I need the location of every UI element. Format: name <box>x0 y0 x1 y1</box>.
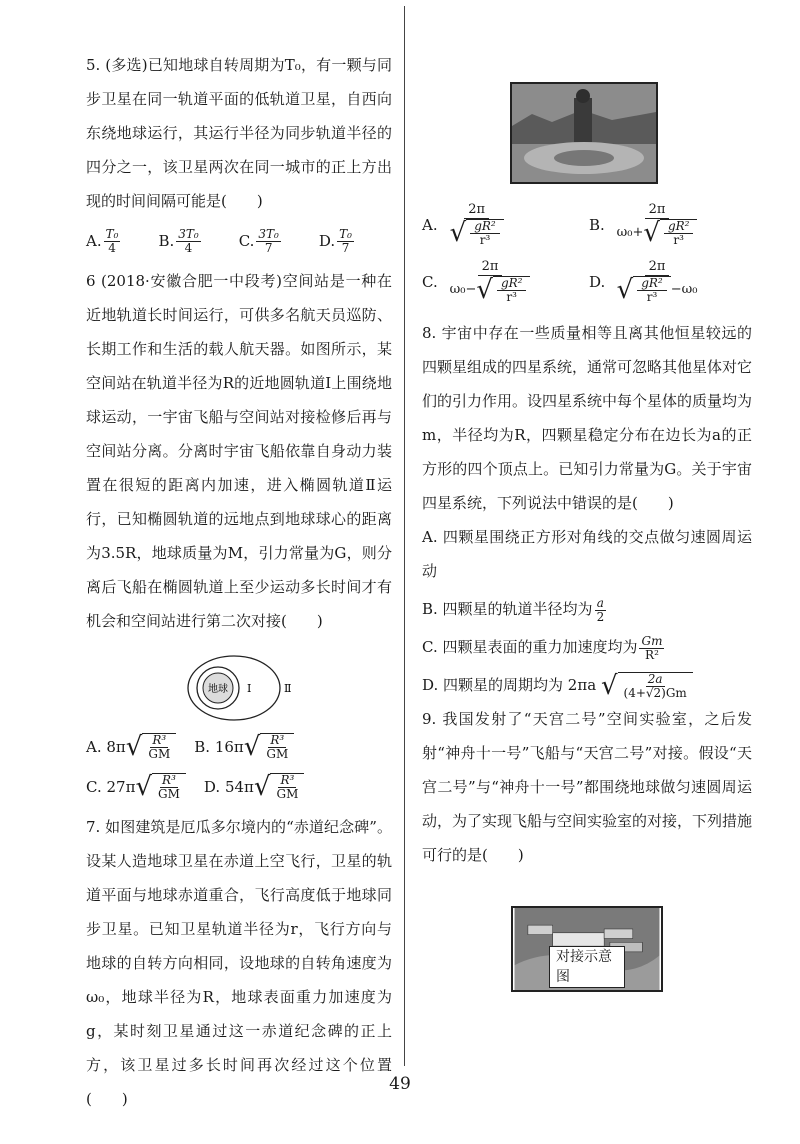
orbit-figure-svg <box>184 652 294 724</box>
docking-figure <box>511 906 663 992</box>
radical-sign: √ <box>125 732 143 762</box>
q7-options-row2 <box>422 259 752 304</box>
denominator: GM <box>158 787 180 801</box>
question-7-text: 7. 如图建筑是厄瓜多尔境内的“赤道纪念碑”。设某人造地球卫星在赤道上空飞行，卫星的轨道平面与地球赤道重合，飞行高度低于地球同步卫星。已知卫星轨道半径为r，飞行方向与地球的自转方向相同，设地球的自转角速度为ω₀，地球半径为R，地球表面重力加速度为g，某时刻卫星通过这一赤道纪念碑的正上方，该卫星过多长时间再次经过这个位置( ) <box>86 818 392 1108</box>
radical-sign: √ <box>643 218 660 248</box>
fraction <box>146 734 172 761</box>
option-text: C. 四颗星表面的重力加速度均为 <box>422 638 638 656</box>
page-number: 49 <box>389 1074 411 1094</box>
option-label: C. <box>422 272 438 291</box>
fraction <box>176 228 200 255</box>
fraction <box>615 259 700 304</box>
radicand <box>633 276 671 304</box>
numerator: T₀ <box>339 226 352 241</box>
denominator <box>448 276 533 304</box>
denominator <box>448 219 506 247</box>
column-divider <box>404 6 405 1066</box>
numerator: 2π <box>645 259 670 276</box>
fraction <box>256 228 280 255</box>
question-6-options-row2 <box>86 770 392 804</box>
sqrt-expression <box>254 773 304 801</box>
left-column <box>86 48 392 1116</box>
option-label: A. <box>86 738 102 756</box>
denominator <box>615 219 700 247</box>
q6-option-c[interactable] <box>86 770 186 804</box>
denominator: (4+√2)Gm <box>623 686 687 700</box>
fraction <box>156 774 182 801</box>
elliptical-orbit-ii <box>188 656 280 720</box>
photo-globe <box>576 89 590 103</box>
numerator: R³ <box>162 773 176 787</box>
option-label: A. <box>422 215 438 234</box>
numerator: Gm <box>641 633 663 648</box>
denominator: GM <box>276 787 299 801</box>
numerator: R³ <box>280 773 295 787</box>
sqrt-expression <box>135 773 185 801</box>
fraction <box>615 202 700 247</box>
denominator: R² <box>645 647 659 662</box>
prefix: ω₀+ <box>616 225 644 240</box>
prefix: ω₀− <box>449 282 477 297</box>
radicand <box>493 276 531 304</box>
orbit-2-label: Ⅱ <box>284 682 292 695</box>
sqrt-expression <box>643 219 697 247</box>
orbit-diagram <box>86 652 392 724</box>
orbit-1-label: Ⅰ <box>247 682 252 695</box>
q7-option-a[interactable] <box>448 202 585 247</box>
q7-option-b[interactable] <box>615 202 752 247</box>
docking-caption: 对接示意图 <box>549 946 625 988</box>
option-label: C. <box>238 232 255 250</box>
denominator: r³ <box>646 290 658 304</box>
q5-option-d[interactable] <box>319 224 356 258</box>
q8-option-c[interactable] <box>422 630 752 664</box>
numerator: 3T₀ <box>258 226 279 241</box>
fraction <box>637 277 667 304</box>
radical-sign: √ <box>449 218 467 248</box>
q6-option-a[interactable] <box>86 730 176 764</box>
numerator: gR² <box>497 277 527 291</box>
question-6-options-row1 <box>86 730 392 764</box>
radical-sign: √ <box>243 732 261 762</box>
fraction <box>448 259 533 304</box>
solar-panel-left <box>528 925 553 935</box>
question-5-text: 5. (多选)已知地球自转周期为T₀，有一颗与同步卫星在同一轨道平面的低轨道卫星，自西向东绕地球运行，其运行半径为同步轨道半径的四分之一，该卫星两次在同一城市的正上方出现的时间间隔可能是( ) <box>86 56 392 210</box>
numerator: R³ <box>152 733 167 747</box>
coefficient: 8π <box>106 738 126 756</box>
denominator <box>615 276 700 304</box>
fraction <box>337 228 354 255</box>
sqrt-expression <box>126 733 176 761</box>
sqrt-expression <box>476 276 530 304</box>
option-text: D. 四颗星的周期均为 2πa <box>422 676 597 694</box>
q7-option-c[interactable] <box>448 259 585 304</box>
fraction <box>664 220 694 247</box>
radical-sign: √ <box>616 275 634 305</box>
radicand <box>466 219 504 247</box>
radical-sign: √ <box>253 772 271 802</box>
coefficient: 27π <box>106 778 136 796</box>
denominator: 7 <box>341 240 350 255</box>
denominator: 4 <box>184 240 193 255</box>
denominator: 7 <box>264 240 273 255</box>
numerator: gR² <box>664 220 694 234</box>
radicand <box>152 773 186 801</box>
suffix: −ω₀ <box>670 282 698 297</box>
denominator: r³ <box>506 290 517 304</box>
option-label: A. <box>86 232 102 250</box>
equator-monument-photo <box>510 82 658 184</box>
sqrt-expression <box>601 672 693 700</box>
option-label: D. <box>203 778 221 796</box>
numerator: 3T₀ <box>178 226 199 241</box>
q8-option-d[interactable] <box>422 668 752 702</box>
solar-panel-right <box>604 929 633 939</box>
sqrt-expression <box>617 276 671 304</box>
q7-option-d[interactable] <box>615 259 752 304</box>
denominator: 2 <box>596 609 605 624</box>
spacecraft-body <box>553 933 604 946</box>
denominator: GM <box>266 747 289 761</box>
radicand <box>260 733 294 761</box>
numerator: 2π <box>478 259 503 276</box>
question-6-text: 6 (2018·安徽合肥一中段考)空间站是一种在近地轨道长时间运行，可供多名航天员巡防、长期工作和生活的载人航天器。如图所示，某空间站在轨道半径为R的近地圆轨道Ⅰ上围绕地球运动，一宇宙飞船与空间站对接检修后再与空间站分离。分离时宇宙飞船依靠自身动力装置在很短的距离内加速，进入椭圆轨道Ⅱ运行，已知椭圆轨道的远地点到地球球心的距离为3.5R，地球质量为M，引力常量为G，则分离后飞船在椭圆轨道上至少运动多长时间才有机会和空间站进行第二次对接( ) <box>86 272 392 630</box>
q5-option-b[interactable] <box>158 224 202 258</box>
fraction <box>470 220 500 247</box>
numerator: 2a <box>647 672 663 686</box>
sqrt-expression <box>244 733 294 761</box>
option-label: B. <box>194 738 211 756</box>
radical-sign: √ <box>476 275 493 305</box>
coefficient: 16π <box>214 738 244 756</box>
option-label: D. <box>589 272 606 291</box>
option-label: C. <box>86 778 102 796</box>
radicand <box>660 219 698 247</box>
q6-option-b[interactable] <box>194 730 294 764</box>
radical-sign: √ <box>135 772 153 802</box>
denominator: r³ <box>673 233 684 247</box>
earth-label: 地球 <box>208 684 228 695</box>
right-column <box>422 82 752 992</box>
photo-plaza-center <box>554 150 614 166</box>
numerator: R³ <box>270 733 285 747</box>
numerator: a <box>596 595 604 610</box>
radicand <box>618 672 693 700</box>
numerator: T₀ <box>105 226 119 241</box>
question-8-text: 8. 宇宙中存在一些质量相等且离其他恒星较远的四颗星组成的四星系统，通常可忽略其他星体对它们的引力作用。设四星系统中每个星体的质量均为m，半径均为R，四颗星稳定分布在边长为a的正方形的四个顶点上。已知引力常量为G。关于宇宙四星系统，下列说法中错误的是( ) <box>422 324 753 512</box>
option-label: D. <box>318 232 336 250</box>
fraction <box>595 597 607 624</box>
fraction <box>622 673 689 700</box>
fraction <box>104 228 121 255</box>
coefficient: 54π <box>224 778 254 796</box>
q8-option-b[interactable] <box>422 592 752 626</box>
numerator: gR² <box>470 220 500 234</box>
numerator: 2π <box>464 202 489 219</box>
photo-monument <box>574 98 592 142</box>
denominator: GM <box>148 747 171 761</box>
question-9-text: 9. 我国发射了“天宫二号”空间实验室，之后发射“神舟十一号”飞船与“天宫二号”对接。假设“天宫二号”与“神舟十一号”都围绕地球做匀速圆周运动，为了实现飞船与空间实验室的对接，下列措施可行的是( ) <box>422 710 753 864</box>
sqrt-expression <box>450 219 504 247</box>
fraction <box>497 277 527 304</box>
q5-option-a[interactable] <box>86 224 122 258</box>
denominator: r³ <box>479 233 491 247</box>
option-text: B. 四颗星的轨道半径均为 <box>422 600 593 618</box>
numerator: gR² <box>637 277 667 291</box>
numerator: 2π <box>645 202 670 219</box>
fraction <box>448 202 506 247</box>
radicand <box>142 733 176 761</box>
q6-option-d[interactable] <box>204 770 304 804</box>
option-label: B. <box>589 215 605 234</box>
fraction <box>274 774 300 801</box>
radicand <box>270 773 304 801</box>
denominator: 4 <box>108 240 116 255</box>
option-label: B. <box>158 232 175 250</box>
q5-option-c[interactable] <box>239 224 283 258</box>
fraction <box>639 635 664 662</box>
radical-sign: √ <box>600 671 618 701</box>
fraction <box>264 734 290 761</box>
q7-options-row1 <box>422 202 752 247</box>
q8-option-a[interactable]: A. 四颗星围绕正方形对角线的交点做匀速圆周运动 <box>422 528 752 580</box>
question-5-options <box>86 224 392 258</box>
